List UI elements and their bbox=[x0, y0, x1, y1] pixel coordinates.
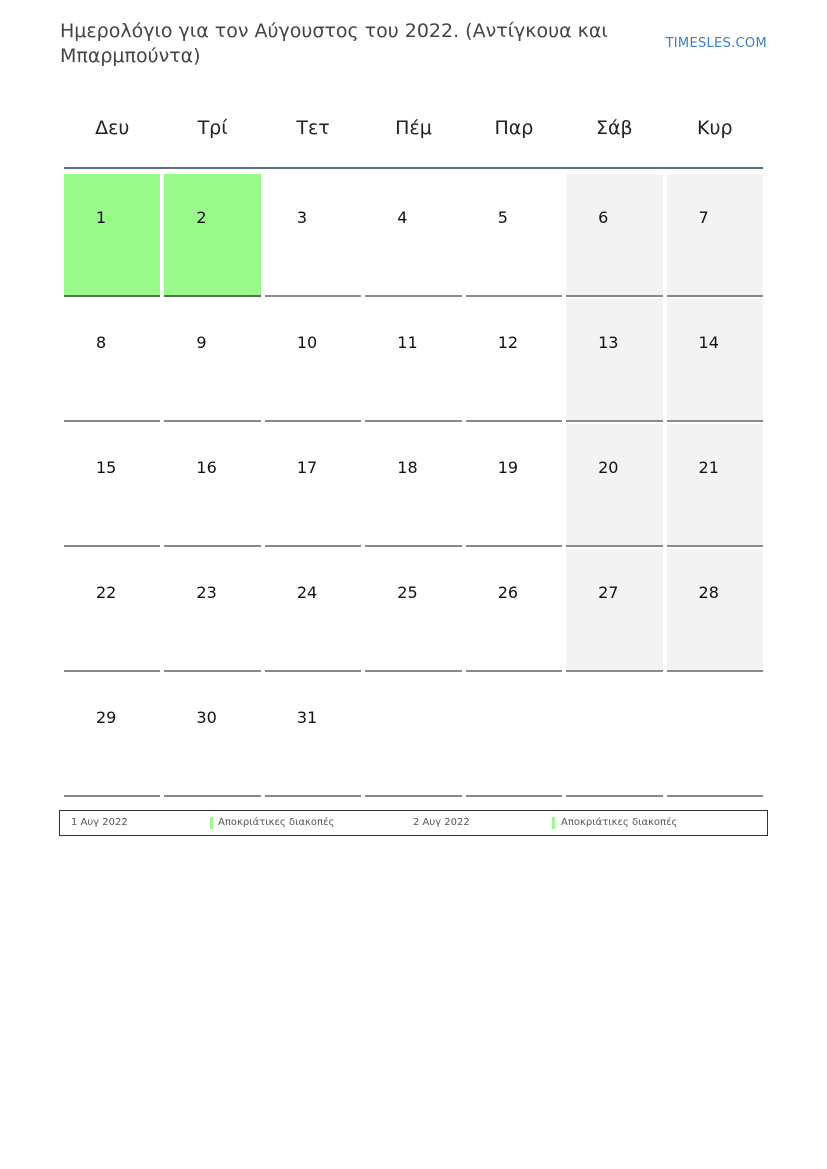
weekend-shading bbox=[566, 299, 662, 420]
day-number: 20 bbox=[598, 458, 619, 477]
holiday-highlight bbox=[64, 174, 160, 295]
day-number: 5 bbox=[497, 208, 508, 227]
calendar-day-cell[interactable] bbox=[162, 547, 262, 672]
day-number: 2 bbox=[196, 208, 207, 227]
cell-underline bbox=[667, 795, 763, 797]
cell-background bbox=[466, 299, 562, 420]
weekend-shading bbox=[667, 174, 763, 295]
cell-background bbox=[265, 174, 361, 295]
header-divider bbox=[64, 167, 763, 169]
cell-background bbox=[64, 424, 160, 545]
cell-background bbox=[365, 674, 461, 795]
day-number: 15 bbox=[96, 458, 117, 477]
calendar-day-cell[interactable] bbox=[363, 547, 463, 672]
day-number: 22 bbox=[96, 583, 117, 602]
day-number: 3 bbox=[296, 208, 308, 227]
cell-underline bbox=[365, 795, 461, 797]
cell-background bbox=[265, 549, 361, 670]
calendar-day-cell[interactable] bbox=[564, 172, 664, 297]
calendar-day-cell[interactable] bbox=[62, 172, 162, 297]
weekend-shading bbox=[566, 424, 662, 545]
cell-underline bbox=[466, 795, 562, 797]
cell-background bbox=[164, 674, 260, 795]
cell-background bbox=[265, 424, 361, 545]
calendar-empty-cell bbox=[363, 672, 463, 797]
day-number: 4 bbox=[397, 208, 408, 227]
cell-background bbox=[365, 549, 461, 670]
day-number: 23 bbox=[196, 583, 217, 602]
calendar-day-cell[interactable] bbox=[263, 547, 363, 672]
calendar-day-cell[interactable] bbox=[62, 297, 162, 422]
day-number: 26 bbox=[497, 583, 519, 602]
cell-underline bbox=[64, 795, 160, 797]
cell-background bbox=[466, 674, 562, 795]
weekday-label: Παρ bbox=[494, 117, 534, 139]
calendar-day-cell[interactable] bbox=[162, 297, 262, 422]
day-number: 10 bbox=[296, 333, 318, 352]
cell-background bbox=[64, 674, 160, 795]
calendar-day-cell[interactable] bbox=[363, 422, 463, 547]
weekend-shading bbox=[667, 424, 763, 545]
cell-background bbox=[164, 549, 260, 670]
day-number: 6 bbox=[598, 208, 609, 227]
day-number: 12 bbox=[497, 333, 519, 352]
cell-background bbox=[265, 674, 361, 795]
calendar-day-cell[interactable] bbox=[263, 422, 363, 547]
legend-date: 2 Αυγ 2022 bbox=[413, 817, 470, 828]
cell-background bbox=[64, 549, 160, 670]
day-number: 11 bbox=[397, 333, 418, 352]
cell-background bbox=[466, 549, 562, 670]
weekend-shading bbox=[667, 549, 763, 670]
day-number: 17 bbox=[296, 458, 318, 477]
calendar-day-cell[interactable] bbox=[464, 547, 564, 672]
day-number: 28 bbox=[698, 583, 719, 602]
holiday-legend bbox=[59, 810, 768, 836]
legend-color-marker bbox=[210, 817, 213, 829]
calendar-empty-cell bbox=[564, 672, 664, 797]
day-number: 16 bbox=[196, 458, 217, 477]
day-number: 25 bbox=[397, 583, 418, 602]
day-number: 13 bbox=[598, 333, 619, 352]
weekday-label: Τετ bbox=[296, 117, 330, 139]
calendar-day-cell[interactable] bbox=[263, 172, 363, 297]
cell-background bbox=[64, 299, 160, 420]
cell-background bbox=[667, 674, 763, 795]
cell-underline bbox=[566, 795, 662, 797]
page-title: Ημερολόγιο για τον Αύγουστος του 2022. (Αντίγκουα και Μπαρμπούντα) bbox=[60, 20, 608, 67]
day-number: 19 bbox=[497, 458, 519, 477]
day-number: 9 bbox=[196, 333, 207, 352]
brand-link[interactable]: TIMESLES.COM bbox=[665, 36, 767, 51]
day-number: 18 bbox=[397, 458, 418, 477]
day-number: 29 bbox=[96, 708, 117, 727]
day-number: 1 bbox=[96, 208, 107, 227]
weekend-shading bbox=[667, 299, 763, 420]
calendar-day-cell[interactable] bbox=[665, 422, 765, 547]
calendar-day-cell[interactable] bbox=[464, 297, 564, 422]
calendar-grid bbox=[62, 172, 765, 797]
calendar-day-cell[interactable] bbox=[564, 422, 664, 547]
day-number: 30 bbox=[196, 708, 217, 727]
calendar-day-cell[interactable] bbox=[162, 422, 262, 547]
cell-background bbox=[365, 424, 461, 545]
weekday-label: Δευ bbox=[95, 117, 130, 139]
cell-background bbox=[365, 299, 461, 420]
day-number: 21 bbox=[698, 458, 719, 477]
cell-underline bbox=[265, 795, 361, 797]
weekday-label: Σάβ bbox=[595, 117, 633, 139]
cell-background bbox=[466, 424, 562, 545]
calendar-day-cell[interactable] bbox=[363, 297, 463, 422]
calendar-day-cell[interactable] bbox=[263, 297, 363, 422]
cell-background bbox=[566, 674, 662, 795]
calendar-day-cell[interactable] bbox=[363, 172, 463, 297]
day-number: 14 bbox=[698, 333, 719, 352]
cell-background bbox=[365, 174, 461, 295]
day-number: 24 bbox=[296, 583, 318, 602]
weekday-label: Τρί bbox=[197, 117, 228, 139]
weekday-label: Κυρ bbox=[696, 117, 733, 139]
day-number: 8 bbox=[96, 333, 107, 352]
calendar-day-cell[interactable] bbox=[564, 297, 664, 422]
legend-date: 1 Αυγ 2022 bbox=[71, 817, 128, 828]
calendar-day-cell[interactable] bbox=[665, 297, 765, 422]
cell-underline bbox=[164, 795, 260, 797]
calendar-day-cell[interactable] bbox=[162, 672, 262, 797]
calendar-empty-cell bbox=[665, 672, 765, 797]
cell-background bbox=[466, 174, 562, 295]
weekday-label: Πέμ bbox=[395, 117, 432, 139]
day-number: 27 bbox=[598, 583, 619, 602]
calendar-day-cell[interactable] bbox=[464, 422, 564, 547]
calendar-day-cell[interactable] bbox=[62, 547, 162, 672]
calendar-day-cell[interactable] bbox=[162, 172, 262, 297]
calendar-day-cell[interactable] bbox=[62, 422, 162, 547]
holiday-highlight bbox=[164, 174, 260, 295]
calendar-day-cell[interactable] bbox=[263, 672, 363, 797]
day-number: 7 bbox=[698, 208, 709, 227]
cell-background bbox=[265, 299, 361, 420]
legend-holiday-name: Αποκριάτικες διακοπές bbox=[561, 817, 678, 828]
calendar-day-cell[interactable] bbox=[62, 672, 162, 797]
weekend-shading bbox=[566, 174, 662, 295]
calendar-day-cell[interactable] bbox=[464, 172, 564, 297]
cell-background bbox=[164, 299, 260, 420]
legend-holiday-name: Αποκριάτικες διακοπές bbox=[218, 817, 335, 828]
calendar-day-cell[interactable] bbox=[665, 547, 765, 672]
calendar-day-cell[interactable] bbox=[665, 172, 765, 297]
calendar-empty-cell bbox=[464, 672, 564, 797]
weekday-header-row bbox=[62, 112, 765, 168]
cell-background bbox=[164, 424, 260, 545]
calendar-day-cell[interactable] bbox=[564, 547, 664, 672]
legend-color-marker bbox=[552, 817, 555, 829]
day-number: 31 bbox=[296, 708, 318, 727]
weekend-shading bbox=[566, 549, 662, 670]
